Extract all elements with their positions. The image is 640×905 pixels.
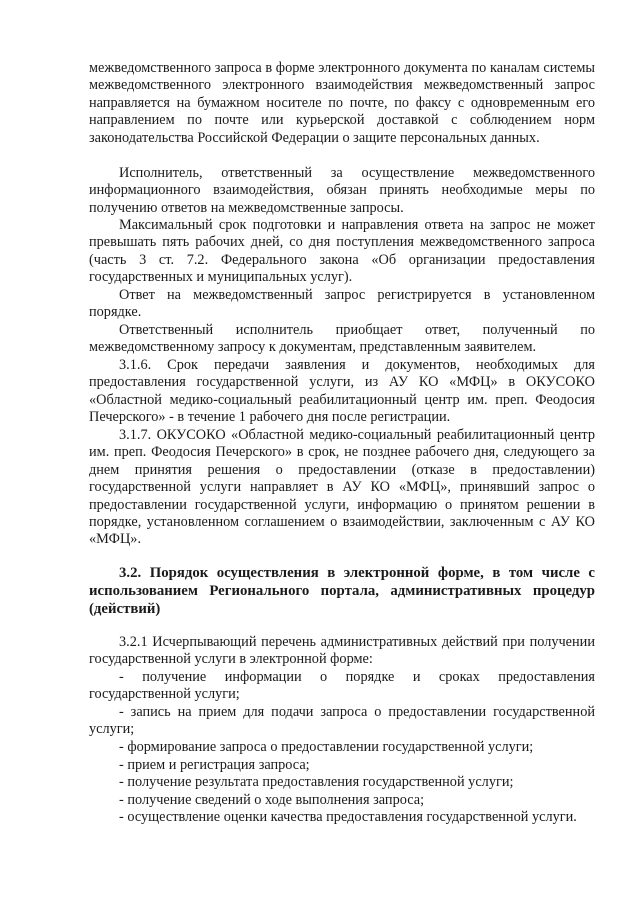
list-item: - получение сведений о ходе выполнения запроса; xyxy=(119,792,425,808)
list-item: - прием и регистрация запроса; xyxy=(119,757,310,773)
list-item: - запись на прием для подачи запроса о предоставлении государственной услуги; xyxy=(89,704,595,738)
paragraph-interagency-request-paper: межведомственного запроса в форме электронного документа по каналам системы межведомственного электронного взаимодействия межведомственный запрос направляется на бумажном носителе по почте, по факсу с одновременным его направлением по почте или курьерской доставкой с соблюдением норм законодательства Российской Федерации о защите персональных данных. xyxy=(89,60,595,146)
list-item: - осуществление оценки качества предоставления государственной услуги. xyxy=(119,809,577,825)
paragraph-3-1-7: 3.1.7. ОКУСОКО «Областной медико-социальный реабилитационный центр им. преп. Феодосия Печерского» в срок, не позднее рабочего дня, следующего за днем принятия решения о предоставлении (отказе в предоставлении) государственной услуги направляет в АУ КО «МФЦ», принявший запрос о предоставлении государственной услуги, информацию о принятом решении в порядке, установленном соглашением о взаимодействии, заключенным с АУ КО «МФЦ». xyxy=(89,427,595,548)
paragraph-response-attached: Ответственный исполнитель приобщает ответ, полученный по межведомственному запросу к документам, представленным заявителем. xyxy=(89,322,595,356)
section-heading-3-2: 3.2. Порядок осуществления в электронной форме, в том числе с использованием Регионального портала, административных процедур (действий) xyxy=(89,565,595,617)
paragraph-max-response-time: Максимальный срок подготовки и направления ответа на запрос не может превышать пять рабочих дней, со дня поступления межведомственного запроса (часть 3 ст. 7.2. Федерального закона «Об организации предоставления государственных и муниципальных услуг). xyxy=(89,217,595,286)
list-item: - получение информации о порядке и сроках предоставления государственной услуги; xyxy=(89,669,595,703)
paragraph-responsible-executor: Исполнитель, ответственный за осуществление межведомственного информационного взаимодействия, обязан принять необходимые меры по получению ответов на межведомственные запросы. xyxy=(89,165,595,216)
paragraph-3-1-6: 3.1.6. Срок передачи заявления и документов, необходимых для предоставления государственной услуги, из АУ КО «МФЦ» в ОКУСОКО «Областной медико-социальный реабилитационный центр им. преп. Феодосия Печерского» - в течение 1 рабочего дня после регистрации. xyxy=(89,357,595,426)
list-item: - формирование запроса о предоставлении государственной услуги; xyxy=(119,739,534,755)
paragraph-response-registration: Ответ на межведомственный запрос регистрируется в установленном порядке. xyxy=(89,287,595,321)
paragraph-3-2-1-intro: 3.2.1 Исчерпывающий перечень административных действий при получении государственной услуги в электронной форме: xyxy=(89,634,595,668)
list-item: - получение результата предоставления государственной услуги; xyxy=(119,774,514,790)
